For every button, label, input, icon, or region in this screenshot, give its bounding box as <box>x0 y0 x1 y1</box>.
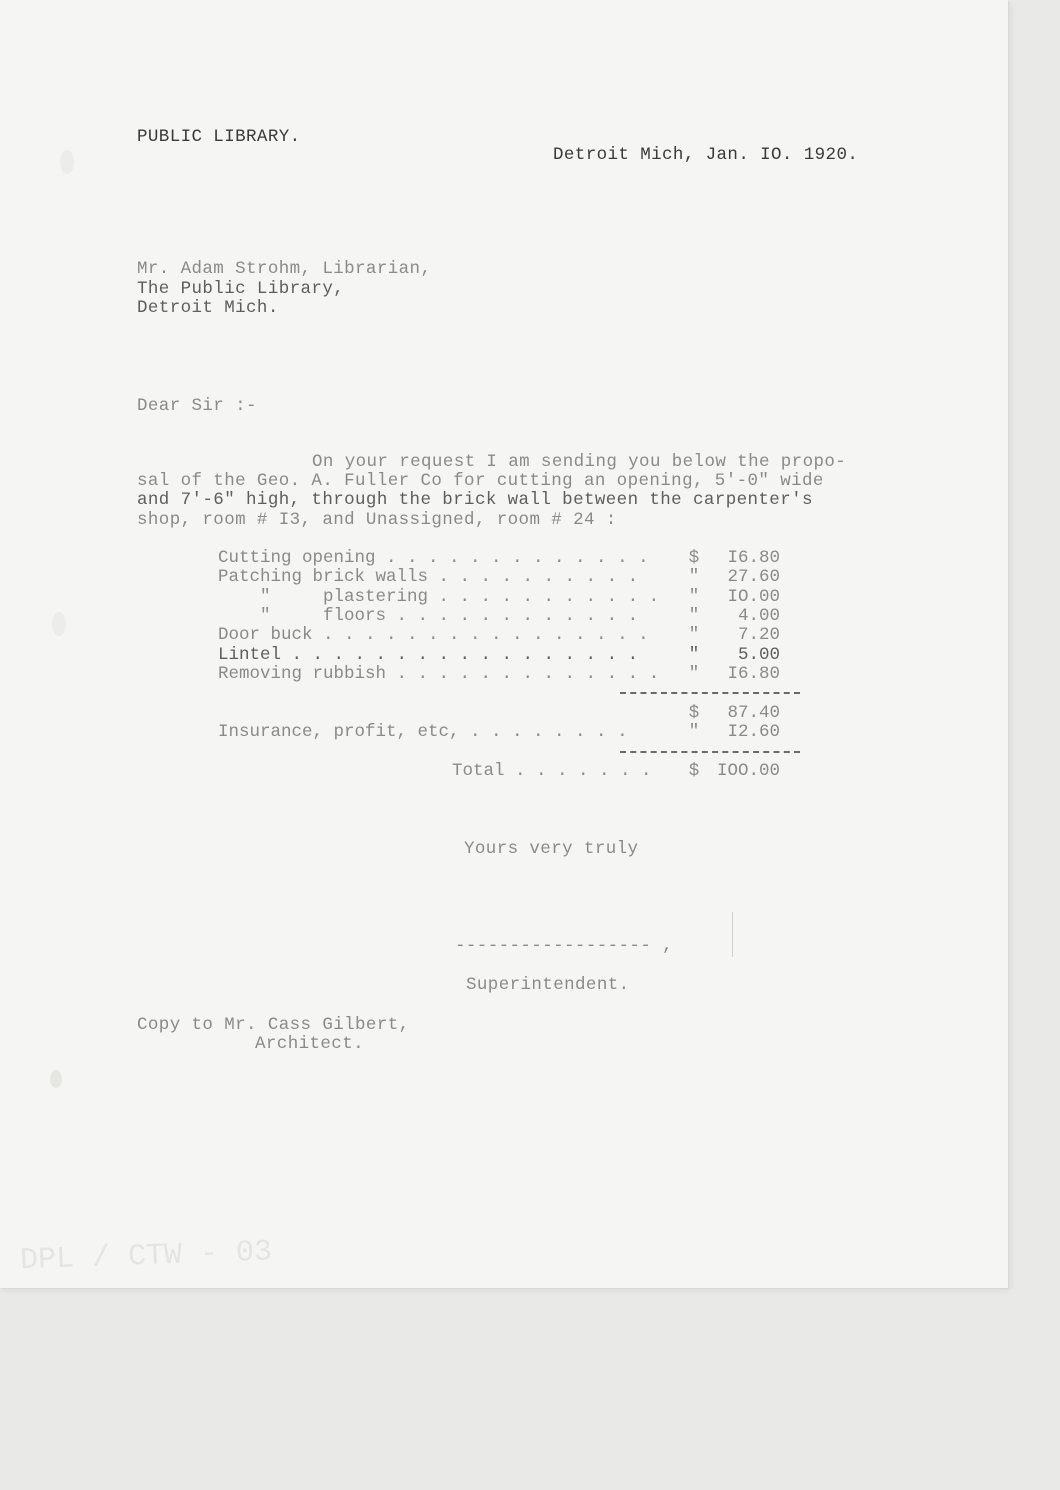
closing: Yours very truly <box>464 839 639 859</box>
stamp-text: DPL / CTW - 03 <box>20 1235 273 1279</box>
item-label: Patching brick walls . . . . . . . . . . <box>218 567 639 587</box>
dollar-symbol: $ <box>688 703 700 723</box>
addressee-line-3: Detroit Mich. <box>137 298 279 318</box>
paper-crease <box>732 912 733 957</box>
addressee-line-1: Mr. Adam Strohm, Librarian, <box>137 259 432 279</box>
body-line-4: shop, room # I3, and Unassigned, room # 24 : <box>137 510 617 530</box>
ditto-mark: " <box>688 664 700 684</box>
item-label: Door buck . . . . . . . . . . . . . . . . <box>218 625 649 645</box>
item-amount: 7.20 <box>737 625 780 645</box>
item-label: Lintel . . . . . . . . . . . . . . . . . <box>218 645 639 665</box>
item-amount: 5.00 <box>737 645 780 665</box>
insurance-row <box>218 723 780 743</box>
table-row <box>218 588 780 608</box>
ditto-mark: " <box>688 587 700 607</box>
body-line-1: On your request I am sending you below the propo- <box>312 452 847 472</box>
total-row <box>218 762 780 782</box>
total-rule <box>620 751 800 753</box>
ditto-mark: " <box>688 606 700 626</box>
ditto-mark: " <box>688 625 700 645</box>
total-label: Total . . . . . . . <box>452 761 652 781</box>
table-row <box>218 646 780 666</box>
subtotal-amount: 87.40 <box>727 703 780 723</box>
insurance-amount: I2.60 <box>727 722 780 742</box>
insurance-label: Insurance, profit, etc, . . . . . . . . <box>218 722 628 742</box>
ditto-mark: " <box>688 722 700 742</box>
body-line-3: and 7'-6" high, through the brick wall between the carpenter's <box>137 490 813 510</box>
dollar-symbol: $ <box>688 761 700 781</box>
dollar-symbol: $ <box>688 548 700 568</box>
signature-title: Superintendent. <box>466 975 630 995</box>
signature-line: ------------------ , <box>455 936 674 956</box>
hole-punch-mark <box>52 612 66 636</box>
letterhead: PUBLIC LIBRARY. <box>137 127 301 147</box>
body-line-2: sal of the Geo. A. Fuller Co for cutting an opening, 5'-0" wide <box>137 471 824 491</box>
salutation: Dear Sir :- <box>137 396 257 416</box>
place-date: Detroit Mich, Jan. IO. 1920. <box>553 145 859 165</box>
item-amount: I6.80 <box>727 548 780 568</box>
item-label: " floors . . . . . . . . . . . . <box>218 606 639 626</box>
subtotal-rule <box>620 692 800 694</box>
item-label: " plastering . . . . . . . . . . . <box>218 587 660 607</box>
table-row <box>218 626 780 646</box>
item-amount: I6.80 <box>727 664 780 684</box>
item-amount: 27.60 <box>727 567 780 587</box>
item-amount: IO.00 <box>727 587 780 607</box>
table-row <box>218 665 780 685</box>
addressee-line-2: The Public Library, <box>137 279 345 299</box>
ditto-mark: " <box>688 567 700 587</box>
subtotal-row <box>218 704 780 724</box>
item-label: Cutting opening . . . . . . . . . . . . . <box>218 548 649 568</box>
copy-line-2: Architect. <box>255 1034 365 1054</box>
table-row <box>218 549 780 569</box>
table-row <box>218 568 780 588</box>
faded-stamp <box>20 1225 320 1285</box>
item-label: Removing rubbish . . . . . . . . . . . . . <box>218 664 660 684</box>
table-row <box>218 607 780 627</box>
hole-punch-mark <box>60 150 74 174</box>
item-amount: 4.00 <box>737 606 780 626</box>
ditto-mark: " <box>688 645 700 665</box>
total-amount: IOO.00 <box>716 761 780 781</box>
hole-punch-mark <box>50 1070 62 1088</box>
copy-line-1: Copy to Mr. Cass Gilbert, <box>137 1015 410 1035</box>
